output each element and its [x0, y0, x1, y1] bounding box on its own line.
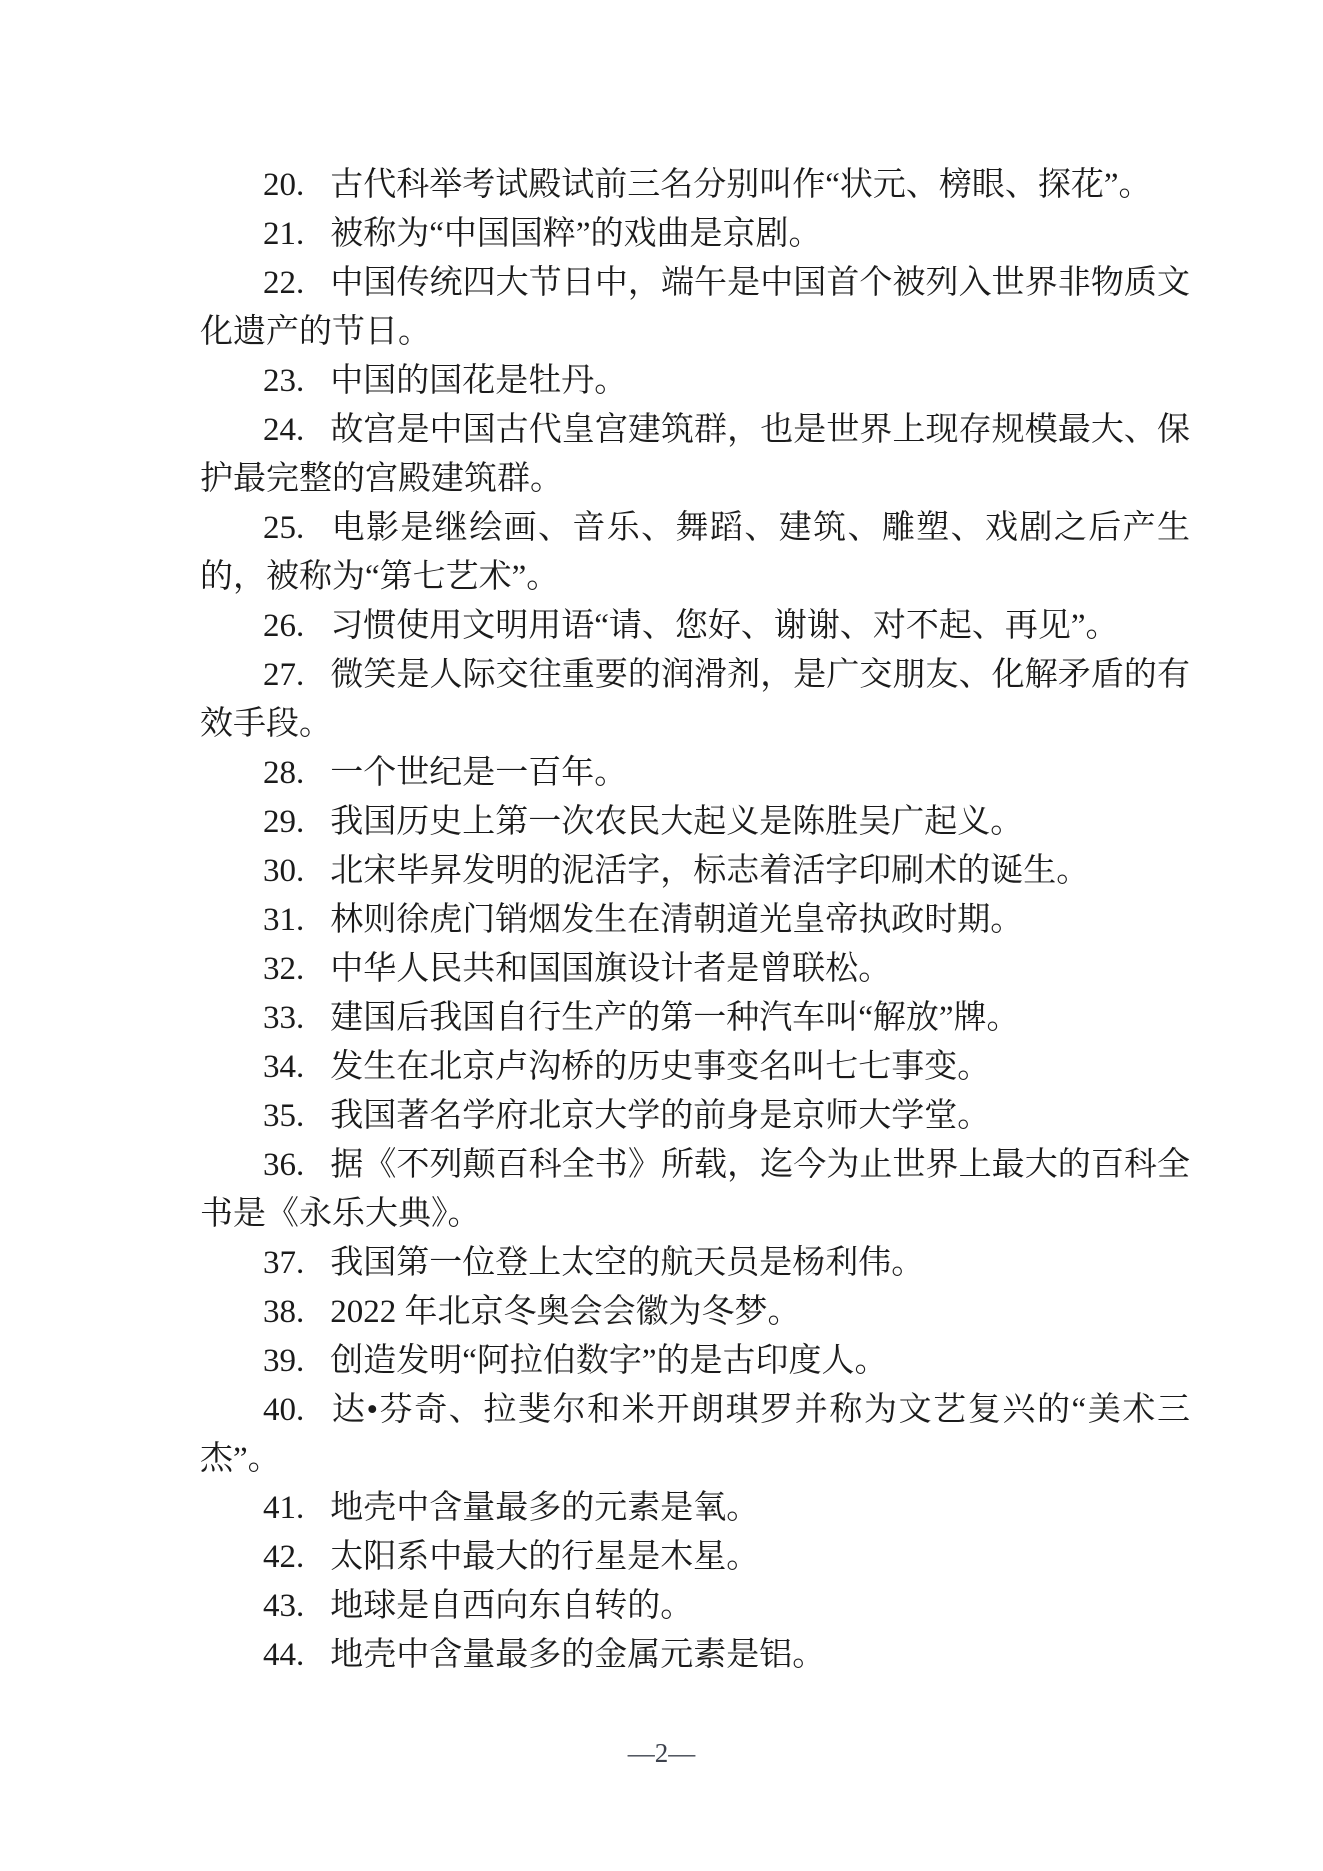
item-number: 42. [263, 1539, 305, 1575]
item-text: 北宋毕昇发明的泥活字，标志着活字印刷术的诞生。 [330, 853, 1090, 889]
list-item [200, 1141, 1190, 1239]
item-number: 40. [263, 1392, 305, 1428]
list-item [200, 357, 1190, 406]
item-text: 太阳系中最大的行星是木星。 [330, 1539, 760, 1575]
list-item [200, 504, 1190, 602]
item-number: 29. [263, 804, 305, 840]
item-number: 28. [263, 755, 305, 791]
item-number: 38. [263, 1294, 305, 1330]
list-item [200, 602, 1190, 651]
item-text: 中国传统四大节日中，端午是中国首个被列入世界非物质文化遗产的节日。 [200, 265, 1190, 350]
item-text: 微笑是人际交往重要的润滑剂，是广交朋友、化解矛盾的有效手段。 [200, 657, 1190, 742]
list-item [200, 847, 1190, 896]
item-text: 地壳中含量最多的金属元素是铝。 [330, 1637, 826, 1673]
list-item [200, 1288, 1190, 1337]
item-number: 30. [263, 853, 305, 889]
item-text: 电影是继绘画、音乐、舞蹈、建筑、雕塑、戏剧之后产生的，被称为“第七艺术”。 [200, 510, 1190, 595]
item-text: 地球是自西向东自转的。 [330, 1588, 694, 1624]
item-text: 被称为“中国国粹”的戏曲是京剧。 [330, 216, 822, 252]
item-text: 一个世纪是一百年。 [330, 755, 628, 791]
list-item [200, 1533, 1190, 1582]
item-number: 37. [263, 1245, 305, 1281]
list-item [200, 651, 1190, 749]
item-text: 中华人民共和国国旗设计者是曾联松。 [330, 951, 892, 987]
list-item [200, 896, 1190, 945]
item-number: 39. [263, 1343, 305, 1379]
item-number: 21. [263, 216, 305, 252]
item-number: 35. [263, 1098, 305, 1134]
item-text: 我国第一位登上太空的航天员是杨利伟。 [330, 1245, 925, 1281]
list-item [200, 1484, 1190, 1533]
item-number: 33. [263, 1000, 305, 1036]
item-number: 25. [263, 510, 305, 546]
item-text: 中国的国花是牡丹。 [330, 363, 628, 399]
list-item [200, 994, 1190, 1043]
list-item [200, 210, 1190, 259]
item-number: 32. [263, 951, 305, 987]
item-number: 43. [263, 1588, 305, 1624]
list-item [200, 798, 1190, 847]
item-text: 据《不列颠百科全书》所载，迄今为止世界上最大的百科全书是《永乐大典》。 [200, 1147, 1190, 1232]
item-text: 建国后我国自行生产的第一种汽车叫“解放”牌。 [330, 1000, 1020, 1036]
statement-list [200, 161, 1190, 1680]
list-item [200, 1092, 1190, 1141]
list-item [200, 1582, 1190, 1631]
item-text: 地壳中含量最多的元素是氧。 [330, 1490, 760, 1526]
item-number: 23. [263, 363, 305, 399]
item-text: 达•芬奇、拉斐尔和米开朗琪罗并称为文艺复兴的“美术三杰”。 [200, 1392, 1190, 1477]
list-item [200, 1239, 1190, 1288]
list-item [200, 749, 1190, 798]
item-number: 20. [263, 167, 305, 203]
item-number: 22. [263, 265, 305, 301]
item-text: 我国历史上第一次农民大起义是陈胜吴广起义。 [330, 804, 1024, 840]
item-number: 27. [263, 657, 305, 693]
list-item [200, 945, 1190, 994]
page-number: —2— [627, 1738, 696, 1768]
list-item [200, 1386, 1190, 1484]
item-text: 林则徐虎门销烟发生在清朝道光皇帝执政时期。 [330, 902, 1024, 938]
item-text: 我国著名学府北京大学的前身是京师大学堂。 [330, 1098, 991, 1134]
list-item [200, 259, 1190, 357]
item-text: 创造发明“阿拉伯数字”的是古印度人。 [330, 1343, 888, 1379]
list-item [200, 1337, 1190, 1386]
item-text: 2022 年北京冬奥会会徽为冬梦。 [330, 1294, 801, 1330]
list-item [200, 406, 1190, 504]
item-text: 故宫是中国古代皇宫建筑群，也是世界上现存规模最大、保护最完整的宫殿建筑群。 [200, 412, 1190, 497]
item-text: 习惯使用文明用语“请、您好、谢谢、对不起、再见”。 [330, 608, 1119, 644]
item-number: 36. [263, 1147, 305, 1183]
list-item [200, 1631, 1190, 1680]
item-number: 34. [263, 1049, 305, 1085]
list-item [200, 1043, 1190, 1092]
item-number: 26. [263, 608, 305, 644]
item-number: 24. [263, 412, 305, 448]
list-item [200, 161, 1190, 210]
item-number: 31. [263, 902, 305, 938]
item-text: 发生在北京卢沟桥的历史事变名叫七七事变。 [330, 1049, 991, 1085]
item-text: 古代科举考试殿试前三名分别叫作“状元、榜眼、探花”。 [330, 167, 1152, 203]
item-number: 41. [263, 1490, 305, 1526]
item-number: 44. [263, 1637, 305, 1673]
